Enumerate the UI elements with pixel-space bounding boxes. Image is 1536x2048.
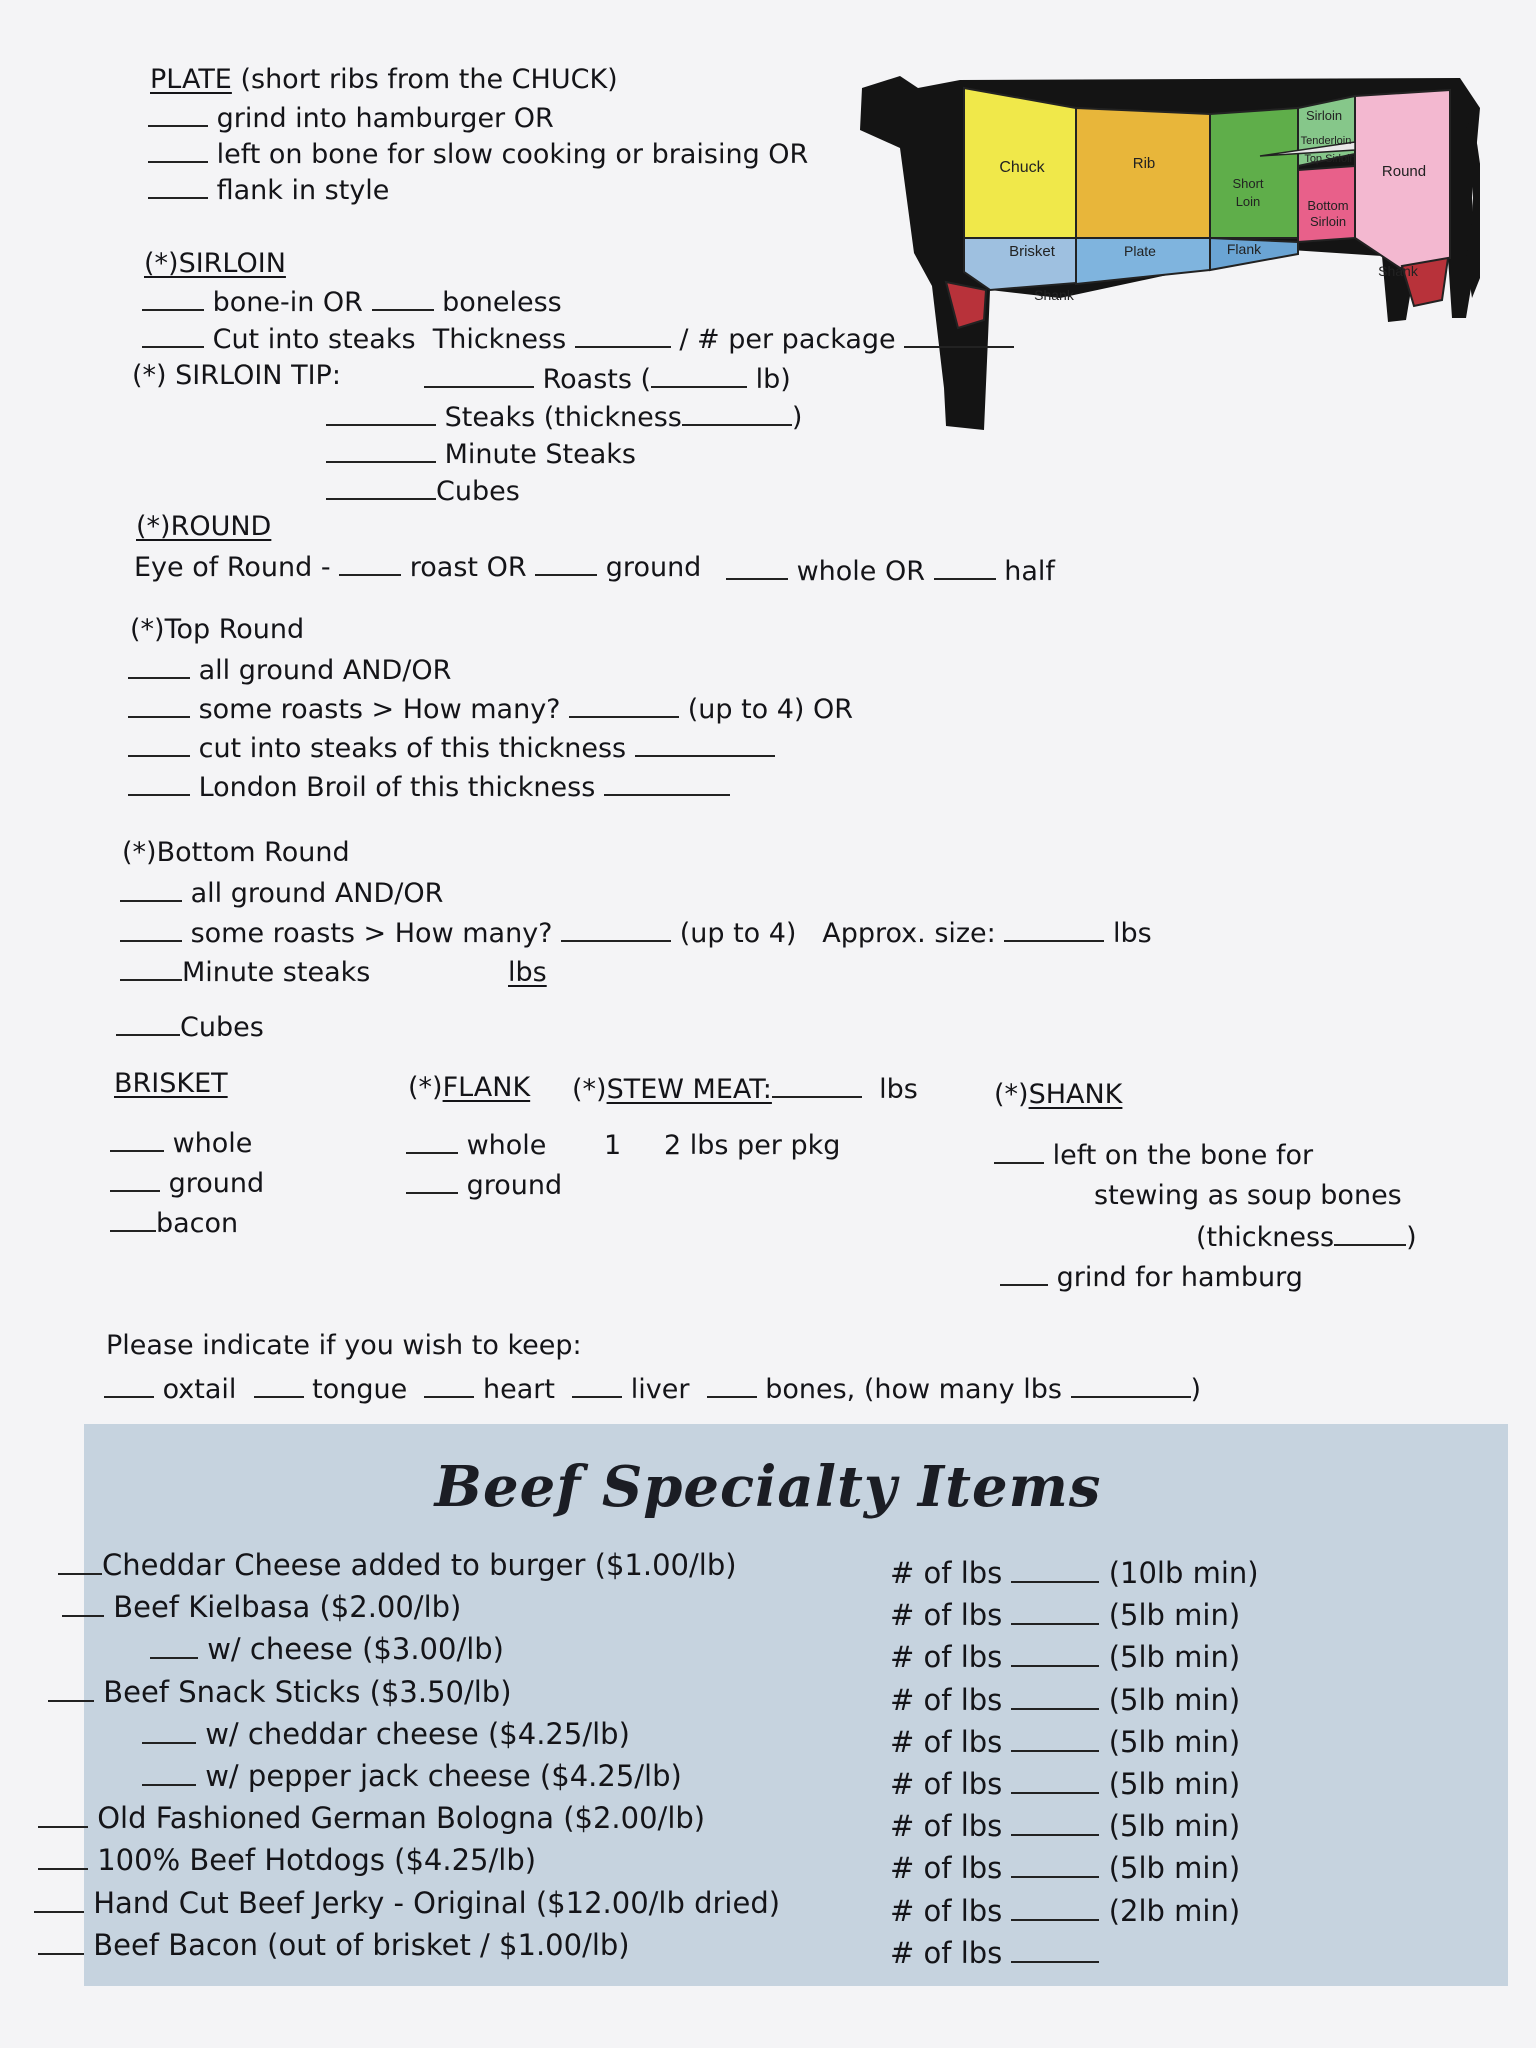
plate-bone-blank[interactable] <box>148 137 208 163</box>
specialty-qty <box>890 1598 1240 1632</box>
specialty-min: (5lb min) <box>1099 1640 1241 1674</box>
shank-thickness-blank[interactable] <box>1334 1220 1406 1246</box>
specialty-qty-blank[interactable] <box>1011 1810 1099 1836</box>
specialty-qty-blank[interactable] <box>1011 1684 1099 1710</box>
keep-liver-label: liver <box>630 1374 690 1405</box>
top-round-steaks-label: cut into steaks of this thickness <box>198 733 627 764</box>
sirloin-tip-cubes-row <box>326 474 520 508</box>
specialty-qty <box>890 1851 1240 1885</box>
plate-option-flank <box>148 173 389 207</box>
specialty-item-checkbox-blank[interactable] <box>34 1887 84 1913</box>
specialty-qty-label: # of lbs <box>890 1556 1003 1590</box>
eye-ground-blank[interactable] <box>535 550 597 576</box>
top-round-ground-label: all ground AND/OR <box>198 655 452 686</box>
cut-short-loin <box>1210 108 1298 238</box>
plate-title: PLATE <box>150 64 232 95</box>
bottom-round-title: (*)Bottom Round <box>122 837 350 868</box>
specialty-item-label: Beef Kielbasa ($2.00/lb) <box>113 1590 462 1624</box>
label-top-sirloin: Top Sirloin <box>1304 153 1356 165</box>
sirloin-steaks-blank[interactable] <box>142 322 204 348</box>
brisket-ground-label: ground <box>168 1168 265 1199</box>
eye-half-label: half <box>1004 556 1055 587</box>
sirloin-tip-roasts-row <box>424 362 791 396</box>
bottom-round-cubes-blank[interactable] <box>116 1010 180 1036</box>
specialty-min: (5lb min) <box>1099 1809 1241 1843</box>
specialty-qty <box>890 1683 1240 1717</box>
sirloin-tip-roasts-unit: lb) <box>755 364 791 395</box>
shank-grind-blank[interactable] <box>1000 1260 1048 1286</box>
cut-rib <box>1076 108 1210 238</box>
shank-soup-bones: stewing as soup bones <box>1094 1180 1402 1211</box>
specialty-item <box>48 1675 512 1709</box>
shank-heading <box>994 1079 1122 1111</box>
stew-heading <box>572 1072 918 1106</box>
keep-bones-blank[interactable] <box>707 1372 757 1398</box>
eye-roast-blank[interactable] <box>339 550 401 576</box>
specialty-qty-blank[interactable] <box>1011 1557 1099 1583</box>
specialty-item <box>34 1886 780 1920</box>
keep-oxtail-blank[interactable] <box>104 1372 154 1398</box>
sirloin-tip-steaks-label: Steaks (thickness <box>444 402 682 433</box>
keep-row <box>104 1372 1201 1406</box>
specialty-min: (10lb min) <box>1099 1556 1259 1590</box>
specialty-qty-blank[interactable] <box>1011 1599 1099 1625</box>
eye-whole-blank[interactable] <box>726 554 788 580</box>
label-short-loin-2: Loin <box>1235 194 1261 209</box>
label-short-loin-1: Short <box>1232 176 1264 191</box>
eye-of-round-label: Eye of Round - <box>134 552 331 583</box>
shank-thickness-close: ) <box>1406 1222 1417 1253</box>
shank-thickness-row <box>1196 1220 1417 1254</box>
specialty-item <box>38 1928 630 1962</box>
top-round-london-thickness-blank[interactable] <box>604 770 730 796</box>
bottom-round-ground-label: all ground AND/OR <box>190 878 444 909</box>
sirloin-bone-in-label: bone-in OR <box>212 287 363 318</box>
specialty-item-label: 100% Beef Hotdogs ($4.25/lb) <box>97 1843 537 1877</box>
keep-oxtail-label: oxtail <box>162 1374 237 1405</box>
specialty-item <box>142 1759 682 1793</box>
plate-flank-blank[interactable] <box>148 173 208 199</box>
label-sirloin: Sirloin <box>1305 108 1343 123</box>
label-shank-front: Shank <box>1034 287 1074 303</box>
round-title: (*)ROUND <box>136 511 272 542</box>
shank-bone-label: left on the bone for <box>1052 1140 1314 1171</box>
specialty-qty-label: # of lbs <box>890 1683 1003 1717</box>
specialty-qty-label: # of lbs <box>890 1725 1003 1759</box>
plate-grind-blank[interactable] <box>148 101 208 127</box>
brisket-whole-label: whole <box>172 1128 253 1159</box>
specialty-min: (2lb min) <box>1099 1894 1241 1928</box>
flank-ground-blank[interactable] <box>406 1168 458 1194</box>
specialty-qty-label: # of lbs <box>890 1894 1003 1928</box>
sirloin-tip-roasts-blank[interactable] <box>424 362 534 388</box>
plate-option-grind <box>148 101 554 135</box>
keep-tongue-label: tongue <box>312 1374 408 1405</box>
specialty-item-checkbox-blank[interactable] <box>142 1718 196 1744</box>
specialty-item-checkbox-blank[interactable] <box>150 1633 198 1659</box>
shank-bone-blank[interactable] <box>994 1138 1044 1164</box>
sirloin-tip-minute-blank[interactable] <box>326 437 436 463</box>
specialty-item-label: Cheddar Cheese added to burger ($1.00/lb) <box>102 1548 737 1582</box>
keep-heart-blank[interactable] <box>424 1372 474 1398</box>
sirloin-tip-minute-label: Minute Steaks <box>444 439 636 470</box>
brisket-bacon-blank[interactable] <box>110 1206 156 1232</box>
specialty-qty <box>890 1809 1240 1843</box>
top-round-steaks-blank[interactable] <box>128 731 190 757</box>
specialty-item-label: w/ cheese ($3.00/lb) <box>207 1632 504 1666</box>
sirloin-boneless-blank[interactable] <box>372 285 434 311</box>
sirloin-tip-steaks-blank[interactable] <box>326 400 436 426</box>
plate-heading <box>150 64 618 96</box>
specialty-qty-blank[interactable] <box>1011 1937 1099 1963</box>
bottom-round-approx-label: Approx. size: <box>822 918 996 949</box>
specialty-qty <box>890 1767 1240 1801</box>
flank-ground-row <box>406 1168 562 1202</box>
stew-lbs-unit: lbs <box>879 1074 918 1105</box>
eye-whole-label: whole OR <box>796 556 926 587</box>
label-tenderloin: Tenderloin <box>1300 135 1352 147</box>
specialty-min: (5lb min) <box>1099 1598 1241 1632</box>
specialty-qty-label: # of lbs <box>890 1851 1003 1885</box>
top-round-roasts-label: some roasts > How many? <box>198 694 561 725</box>
flank-whole-label: whole <box>466 1130 547 1161</box>
sirloin-boneless-label: boneless <box>442 287 562 318</box>
specialty-qty <box>890 1556 1259 1590</box>
keep-liver-blank[interactable] <box>572 1372 622 1398</box>
specialty-item-checkbox-blank[interactable] <box>38 1844 88 1870</box>
label-rib: Rib <box>1132 155 1156 172</box>
brisket-bacon-row <box>110 1206 238 1240</box>
top-round-steaks-thickness-blank[interactable] <box>635 731 775 757</box>
bottom-round-roasts-row <box>120 916 1152 950</box>
beef-cuts-diagram <box>840 58 1480 438</box>
specialty-qty <box>890 1894 1240 1928</box>
flank-ground-label: ground <box>466 1170 563 1201</box>
top-round-roasts-count-blank[interactable] <box>569 692 679 718</box>
specialty-qty-blank[interactable] <box>1011 1726 1099 1752</box>
specialty-qty-blank[interactable] <box>1011 1768 1099 1794</box>
keep-heart-label: heart <box>483 1374 555 1405</box>
shank-title: SHANK <box>1028 1079 1123 1110</box>
eye-whole-half-row <box>726 554 1055 588</box>
bottom-round-minute-lbs[interactable] <box>412 957 547 989</box>
plate-grind-label: grind into hamburger OR <box>216 103 554 134</box>
specialty-qty-label: # of lbs <box>890 1809 1003 1843</box>
specialty-item-label: w/ cheddar cheese ($4.25/lb) <box>205 1717 630 1751</box>
sirloin-tip-roasts-label: Roasts ( <box>542 364 652 395</box>
brisket-ground-row <box>110 1166 264 1200</box>
specialty-qty-blank[interactable] <box>1011 1641 1099 1667</box>
eye-ground-label: ground <box>605 552 702 583</box>
shank-bone-row <box>994 1138 1313 1172</box>
bottom-round-roasts-label: some roasts > How many? <box>190 918 553 949</box>
sirloin-tip-cubes-blank[interactable] <box>326 474 436 500</box>
keep-prompt: Please indicate if you wish to keep: <box>106 1330 582 1361</box>
sirloin-bone-row <box>142 285 562 319</box>
specialty-item <box>58 1548 737 1582</box>
specialty-item <box>142 1717 630 1751</box>
label-flank: Flank <box>1226 241 1262 257</box>
bottom-round-approx-unit: lbs <box>1112 918 1152 949</box>
plate-bone-label: left on bone for slow cooking or braising OR <box>216 139 809 170</box>
bottom-round-ground-blank[interactable] <box>120 876 182 902</box>
brisket-whole-row <box>110 1126 252 1160</box>
top-round-title: (*)Top Round <box>130 614 305 645</box>
specialty-qty-label: # of lbs <box>890 1598 1003 1632</box>
specialty-item-label: Beef Snack Sticks ($3.50/lb) <box>103 1675 512 1709</box>
sirloin-per-package-label: / # per package <box>679 324 896 355</box>
flank-prefix: (*) <box>408 1072 443 1103</box>
sirloin-bone-in-blank[interactable] <box>142 285 204 311</box>
stew-lbs-blank[interactable] <box>772 1072 862 1098</box>
top-round-roasts-blank[interactable] <box>128 692 190 718</box>
bottom-round-ground-row <box>120 876 443 910</box>
plate-flank-label: flank in style <box>216 175 390 206</box>
shank-prefix: (*) <box>994 1079 1029 1110</box>
specialty-qty-label: # of lbs <box>890 1767 1003 1801</box>
sirloin-tip-thickness-blank[interactable] <box>682 400 792 426</box>
sirloin-thickness-label: Thickness <box>432 324 567 355</box>
specialty-item-checkbox-blank[interactable] <box>38 1802 88 1828</box>
specialty-item <box>62 1590 461 1624</box>
specialty-item-checkbox-blank[interactable] <box>48 1676 94 1702</box>
keep-bones-lbs-blank[interactable] <box>1071 1372 1191 1398</box>
sirloin-tip-roasts-lb-blank[interactable] <box>651 362 747 388</box>
label-shank-rear: Shank <box>1378 263 1418 279</box>
specialty-qty-label: # of lbs <box>890 1640 1003 1674</box>
label-bottom-sirloin-2: Sirloin <box>1309 214 1347 229</box>
specialty-item <box>150 1632 504 1666</box>
bottom-round-cubes-row <box>116 1010 264 1044</box>
specialty-qty-blank[interactable] <box>1011 1852 1099 1878</box>
specialty-min: (5lb min) <box>1099 1725 1241 1759</box>
shank-grind-label: grind for hamburg <box>1056 1262 1303 1293</box>
specialty-item-checkbox-blank[interactable] <box>142 1760 196 1786</box>
plate-option-bone <box>148 137 808 171</box>
bottom-round-minute-row <box>120 955 370 989</box>
bottom-round-minute-label: Minute steaks <box>182 957 371 988</box>
bottom-round-minute-lbs-label: lbs <box>508 957 547 988</box>
brisket-ground-blank[interactable] <box>110 1166 160 1192</box>
plate-subtitle: (short ribs from the CHUCK) <box>240 64 618 95</box>
flank-whole-blank[interactable] <box>406 1128 458 1154</box>
label-bottom-sirloin-1: Bottom <box>1307 198 1349 213</box>
specialty-item-label: Beef Bacon (out of brisket / $1.00/lb) <box>93 1928 630 1962</box>
flank-heading <box>408 1072 530 1104</box>
bottom-round-roasts-note: (up to 4) <box>679 918 797 949</box>
sirloin-tip-title: (*) SIRLOIN TIP: <box>132 360 341 391</box>
shank-thickness-label: (thickness <box>1196 1222 1335 1253</box>
label-brisket: Brisket <box>1009 243 1055 260</box>
specialty-qty <box>890 1640 1240 1674</box>
specialty-item <box>38 1843 536 1877</box>
brisket-whole-blank[interactable] <box>110 1126 164 1152</box>
specialty-qty <box>890 1936 1099 1970</box>
top-round-roasts-note: (up to 4) OR <box>687 694 854 725</box>
specialty-item-label: Hand Cut Beef Jerky - Original ($12.00/lb dried) <box>93 1886 781 1920</box>
label-chuck: Chuck <box>999 159 1045 176</box>
eye-roast-label: roast OR <box>409 552 527 583</box>
sirloin-per-package-blank[interactable] <box>904 322 1014 348</box>
bottom-round-minute-blank[interactable] <box>120 955 182 981</box>
specialty-title: Beef Specialty Items <box>434 1454 1102 1520</box>
specialty-item-label: w/ pepper jack cheese ($4.25/lb) <box>205 1759 682 1793</box>
brisket-title: BRISKET <box>114 1068 228 1099</box>
sirloin-title: (*)SIRLOIN <box>144 248 286 279</box>
specialty-item-checkbox-blank[interactable] <box>58 1549 102 1575</box>
sirloin-steaks-row <box>142 322 1014 356</box>
sirloin-tip-minute-row <box>326 437 636 471</box>
keep-bones-close: ) <box>1190 1374 1202 1405</box>
specialty-item-checkbox-blank[interactable] <box>62 1591 104 1617</box>
sirloin-tip-steaks-row <box>326 400 802 434</box>
label-plate: Plate <box>1124 243 1156 259</box>
bottom-round-cubes-label: Cubes <box>180 1012 264 1043</box>
top-round-ground-blank[interactable] <box>128 653 190 679</box>
bottom-round-roasts-blank[interactable] <box>120 916 182 942</box>
stew-prefix: (*) <box>572 1074 607 1105</box>
specialty-min: (5lb min) <box>1099 1851 1241 1885</box>
stew-qty-2: 2 lbs per pkg <box>664 1130 841 1161</box>
shank-grind-row <box>1000 1260 1303 1294</box>
specialty-min: (5lb min) <box>1099 1767 1241 1801</box>
specialty-qty-label: # of lbs <box>890 1936 1003 1970</box>
top-round-steaks-row <box>128 731 775 765</box>
specialty-qty-blank[interactable] <box>1011 1895 1099 1921</box>
sirloin-thickness-blank[interactable] <box>575 322 671 348</box>
top-round-london-blank[interactable] <box>128 770 190 796</box>
specialty-item-label: Old Fashioned German Bologna ($2.00/lb) <box>97 1801 706 1835</box>
stew-qty-1: 1 <box>604 1130 622 1161</box>
brisket-bacon-label: bacon <box>156 1208 239 1239</box>
sirloin-tip-steaks-close: ) <box>791 402 803 433</box>
keep-tongue-blank[interactable] <box>254 1372 304 1398</box>
bottom-round-roasts-count-blank[interactable] <box>561 916 671 942</box>
top-round-ground-row <box>128 653 451 687</box>
bottom-round-approx-blank[interactable] <box>1004 916 1104 942</box>
eye-half-blank[interactable] <box>934 554 996 580</box>
specialty-item <box>38 1801 705 1835</box>
top-round-london-row <box>128 770 730 804</box>
top-round-london-label: London Broil of this thickness <box>198 772 596 803</box>
specialty-qty <box>890 1725 1240 1759</box>
eye-of-round-row <box>134 550 701 584</box>
sirloin-tip-cubes-label: Cubes <box>436 476 520 507</box>
top-round-roasts-row <box>128 692 853 726</box>
flank-title: FLANK <box>442 1072 531 1103</box>
specialty-item-checkbox-blank[interactable] <box>38 1929 84 1955</box>
sirloin-steaks-label: Cut into steaks <box>212 324 416 355</box>
stew-title: STEW MEAT: <box>606 1074 772 1105</box>
flank-whole-row <box>406 1128 546 1162</box>
specialty-min: (5lb min) <box>1099 1683 1241 1717</box>
keep-bones-label: bones, (how many lbs <box>765 1374 1062 1405</box>
label-round: Round <box>1381 163 1427 180</box>
